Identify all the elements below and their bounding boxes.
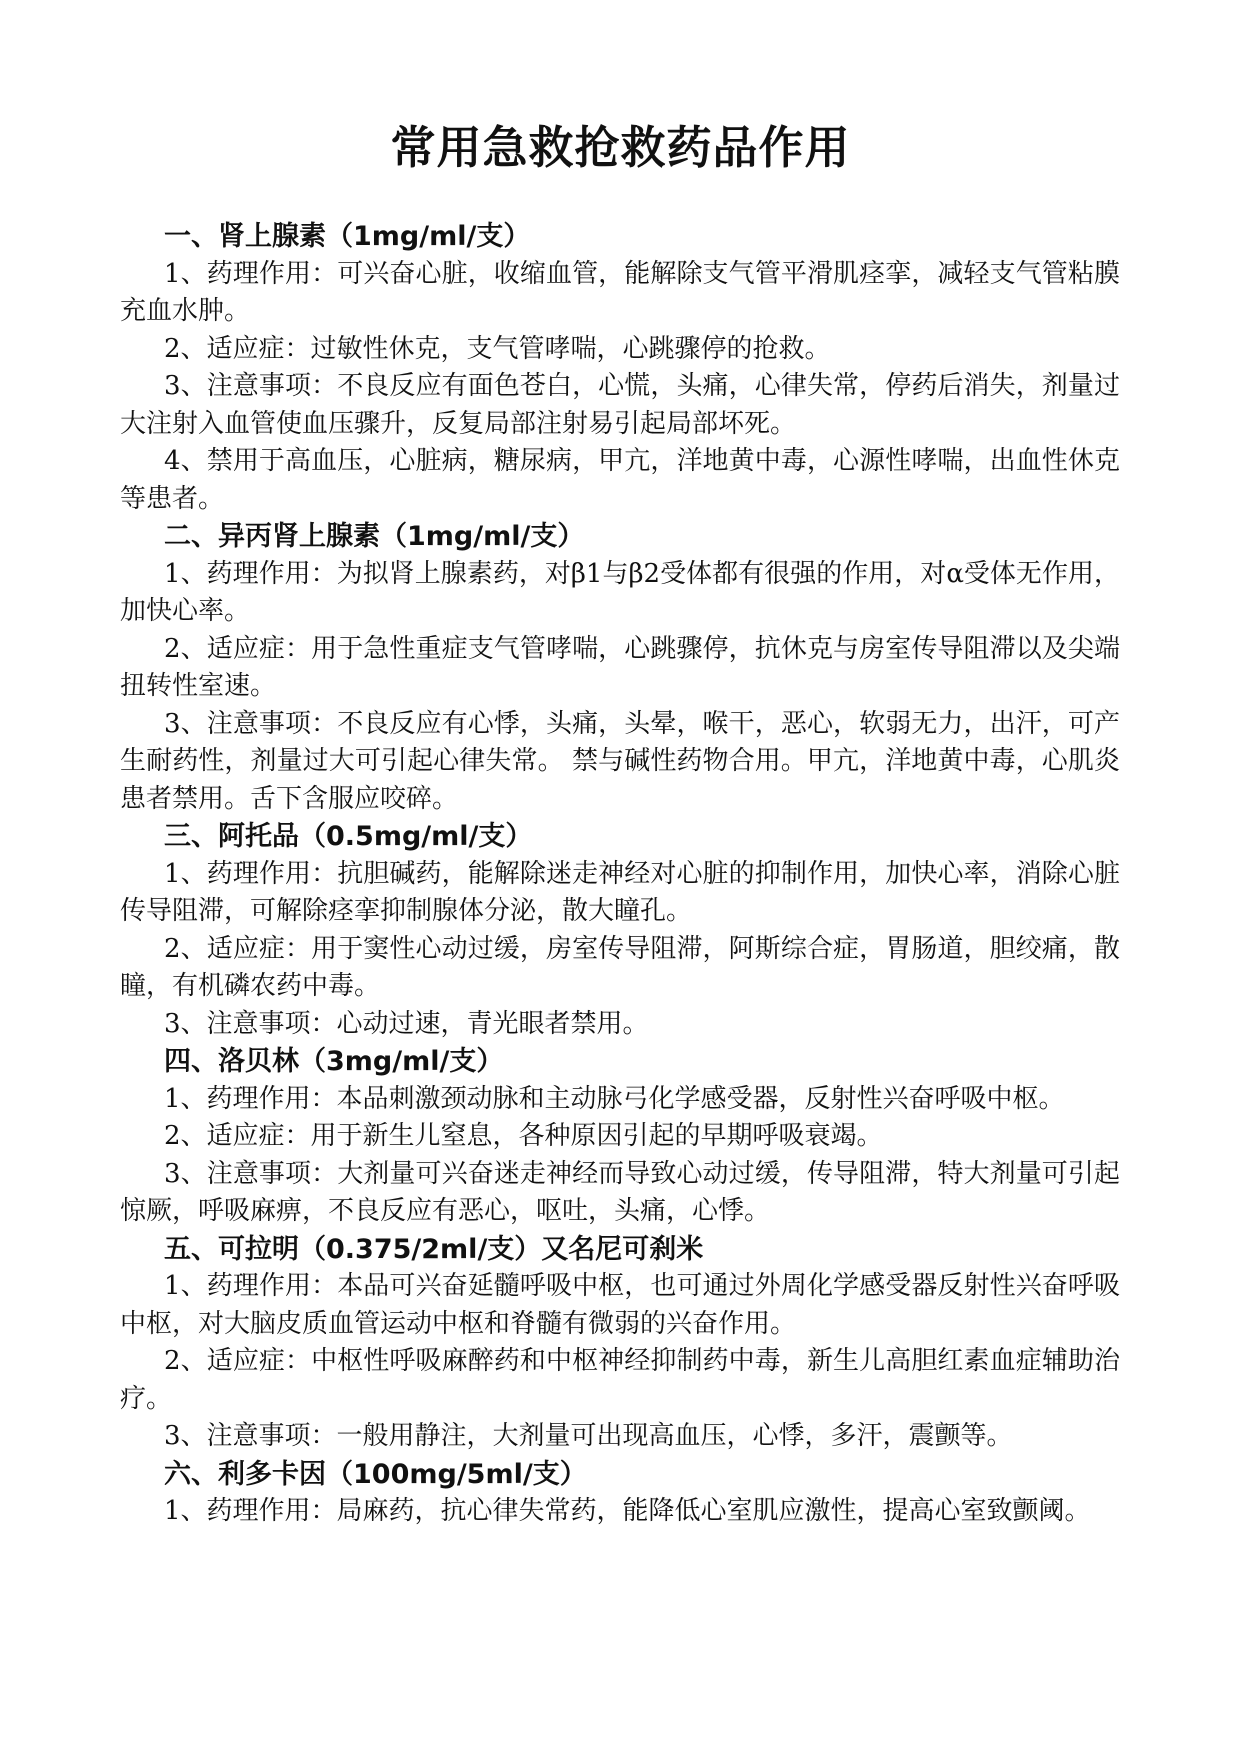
section-isoprenaline — [120, 518, 1120, 818]
section-paragraph: 1、药理作用：抗胆碱药，能解除迷走神经对心脏的抑制作用，加快心率，消除心脏传导阻滞，可解除痉挛抑制腺体分泌，散大瞳孔。 — [120, 858, 1120, 926]
section-paragraph: 3、注意事项：大剂量可兴奋迷走神经而导致心动过缓，传导阻滞，特大剂量可引起惊厥，呼吸麻痹，不良反应有恶心，呕吐，头痛，心悸。 — [120, 1158, 1120, 1226]
section-heading: 二、异丙肾上腺素（1mg/ml/支） — [164, 521, 585, 552]
section-paragraph: 4、禁用于高血压，心脏病，糖尿病，甲亢，洋地黄中毒，心源性哮喘，出血性休克等患者。 — [120, 446, 1120, 514]
section-heading: 四、洛贝林（3mg/ml/支） — [164, 1046, 504, 1077]
section-paragraph: 2、适应症：过敏性休克，支气管哮喘，心跳骤停的抢救。 — [164, 333, 831, 364]
section-paragraph: 1、药理作用：为拟肾上腺素药，对β1与β2受体都有很强的作用，对α受体无作用，加快心率。 — [120, 558, 1120, 626]
section-adrenaline — [120, 218, 1120, 518]
section-paragraph: 3、注意事项：不良反应有心悸，头痛，头晕，喉干，恶心，软弱无力，出汗，可产生耐药性，剂量过大可引起心律失常。 禁与碱性药物合用。甲亢，洋地黄中毒，心肌炎患者禁用。舌下含服应咬碎。 — [120, 708, 1120, 814]
section-heading: 五、可拉明（0.375/2ml/支）又名尼可刹米 — [164, 1233, 704, 1265]
section-paragraph: 1、药理作用：局麻药，抗心律失常药，能降低心室肌应激性，提高心室致颤阈。 — [164, 1496, 1091, 1526]
section-paragraph: 3、注意事项：不良反应有面色苍白，心慌，头痛，心律失常，停药后消失，剂量过大注射入血管使血压骤升，反复局部注射易引起局部坏死。 — [120, 371, 1120, 439]
section-paragraph: 2、适应症：用于新生儿窒息，各种原因引起的早期呼吸衰竭。 — [164, 1121, 883, 1151]
section-nikethamide — [120, 1231, 1120, 1456]
section-lidocaine — [120, 1456, 1120, 1531]
document-title: 常用急救抢救药品作用 — [390, 121, 851, 174]
section-paragraph: 2、适应症：用于急性重症支气管哮喘，心跳骤停，抗休克与房室传导阻滞以及尖端扭转性室速。 — [120, 633, 1120, 701]
section-paragraph: 2、适应症：用于窦性心动过缓，房室传导阻滞，阿斯综合症，胃肠道，胆绞痛，散瞳，有机磷农药中毒。 — [120, 933, 1120, 1001]
section-atropine — [120, 818, 1120, 1043]
section-heading: 六、利多卡因（100mg/5ml/支） — [164, 1458, 587, 1490]
section-paragraph: 3、注意事项：一般用静注，大剂量可出现高血压，心悸，多汗，震颤等。 — [164, 1421, 1013, 1451]
section-heading: 三、阿托品（0.5mg/ml/支） — [164, 821, 533, 852]
section-heading: 一、肾上腺素（1mg/ml/支） — [164, 221, 531, 252]
section-paragraph: 1、药理作用：可兴奋心脏，收缩血管，能解除支气管平滑肌痉挛，减轻支气管粘膜充血水肿。 — [120, 258, 1120, 326]
section-paragraph: 1、药理作用：本品刺激颈动脉和主动脉弓化学感受器，反射性兴奋呼吸中枢。 — [164, 1083, 1065, 1114]
section-paragraph: 3、注意事项：心动过速，青光眼者禁用。 — [164, 1008, 649, 1039]
section-paragraph: 2、适应症：中枢性呼吸麻醉药和中枢神经抑制药中毒，新生儿高胆红素血症辅助治疗。 — [120, 1346, 1120, 1414]
document-body — [120, 218, 1120, 1531]
section-lobeline — [120, 1043, 1120, 1231]
section-paragraph: 1、药理作用：本品可兴奋延髓呼吸中枢，也可通过外周化学感受器反射性兴奋呼吸中枢，对大脑皮质血管运动中枢和脊髓有微弱的兴奋作用。 — [120, 1271, 1120, 1339]
